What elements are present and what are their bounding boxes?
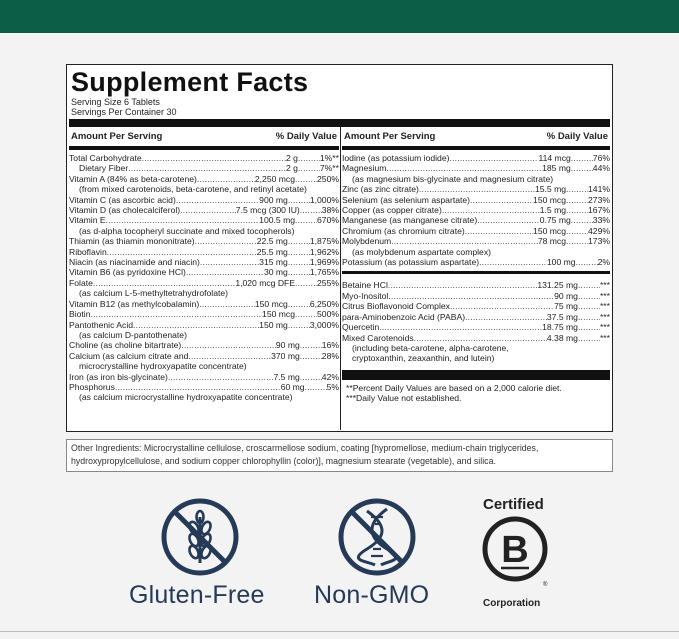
nutrient-name: Chromium (as chromium citrate) <box>342 225 465 236</box>
nutrient-row <box>69 320 339 330</box>
supplement-facts-title: Supplement Facts <box>71 67 309 97</box>
nutrient-row <box>69 278 339 288</box>
nutrient-name: Zinc (as zinc citrate) <box>342 184 419 195</box>
nutrient-amount: 185 mg <box>542 163 571 174</box>
dot-leader <box>133 320 259 330</box>
nutrient-row <box>69 372 339 382</box>
dot-leader <box>578 280 600 290</box>
dot-leader <box>479 257 547 267</box>
dot-leader <box>298 153 320 163</box>
nutrient-row <box>69 174 339 184</box>
nutrient-daily-value: 44% <box>592 163 610 174</box>
dot-leader <box>288 267 310 277</box>
nutrient-daily-value: 1%** <box>319 153 339 163</box>
nutrient-source-note: (as d-alpha tocopheryl succinate and mixed tocopherols) <box>79 225 295 236</box>
left-nutrient-list <box>69 150 339 403</box>
nutrient-row <box>69 382 339 392</box>
nutrient-amount: 37.5 mg <box>546 311 578 322</box>
nutrient-row <box>69 309 339 319</box>
dot-leader <box>298 163 320 173</box>
nutrient-row <box>342 257 610 267</box>
dot-leader <box>578 312 600 322</box>
dot-leader <box>295 174 317 184</box>
nutrient-source-note: microcrystalline hydroxyapatite concentrate) <box>79 361 247 372</box>
nutrient-daily-value: 173% <box>588 236 610 247</box>
nutrient-amount: 7.5 mg <box>273 371 300 382</box>
nutrient-name: Phosphorus <box>69 381 115 392</box>
dot-leader <box>181 340 276 350</box>
non-gmo-label: Non-GMO <box>314 581 430 609</box>
dot-leader <box>300 372 322 382</box>
nutrient-name: Molybdenum <box>342 236 392 247</box>
dot-leader <box>305 382 327 392</box>
nutrient-row <box>342 280 610 290</box>
nutrient-amount: 4.38 mg <box>546 332 578 343</box>
dot-leader <box>379 322 542 332</box>
dot-leader <box>566 236 588 246</box>
dot-leader <box>288 320 310 330</box>
nutrient-row <box>69 351 339 361</box>
nutrient-name: Myo-Inositol <box>342 290 389 301</box>
nutrient-daily-value: *** <box>599 332 610 343</box>
dot-leader <box>470 195 533 205</box>
nutrient-daily-value: 1,875% <box>309 236 339 247</box>
nutrient-daily-value: 273% <box>588 194 610 205</box>
nutrient-row <box>69 267 339 277</box>
nutrient-daily-value: 429% <box>588 225 610 236</box>
nutrient-row <box>342 226 610 236</box>
nutrient-row <box>342 215 610 225</box>
nutrient-daily-value: 42% <box>321 371 339 382</box>
nutrient-row <box>342 205 610 215</box>
nutrient-amount: 22.5 mg <box>256 236 288 247</box>
nutrient-name: Iodine (as potassium iodide) <box>342 153 450 163</box>
right-nutrient-list <box>342 150 610 267</box>
nutrient-daily-value: 250% <box>317 173 339 184</box>
footnote-rule <box>342 370 610 380</box>
nutrient-amount: 0.75 mg <box>539 215 571 226</box>
nutrient-amount: 150 mcg <box>254 298 288 309</box>
nutrient-amount: 150 mcg <box>533 194 567 205</box>
nutrient-amount: 114 mcg <box>538 153 571 163</box>
nutrient-row <box>342 163 610 173</box>
non-gmo-icon <box>337 497 417 577</box>
bcorp-registered-mark: ® <box>543 582 548 588</box>
nutrient-name: Vitamin B12 (as methylcobalamin) <box>69 298 200 309</box>
nutrient-name: Vitamin E <box>69 215 106 226</box>
dot-leader <box>168 372 274 382</box>
nutrient-name: para-Aminobenzoic Acid (PABA) <box>342 311 466 322</box>
gluten-free-icon <box>160 497 240 577</box>
dot-leader <box>576 257 598 267</box>
dot-leader <box>295 215 317 225</box>
nutrient-daily-value: 1,765% <box>309 267 339 278</box>
dot-leader <box>442 205 540 215</box>
nutrient-row <box>69 195 339 205</box>
nutrient-name: Betaine HCl <box>342 280 388 291</box>
dot-leader <box>566 226 588 236</box>
daily-value-header: % Daily Value <box>546 131 608 142</box>
left-column <box>69 128 339 403</box>
nutrient-name: Potassium (as potassium aspartate) <box>342 257 480 268</box>
dot-leader <box>288 195 310 205</box>
nutrient-amount: 900 mg <box>259 194 288 205</box>
nutrient-daily-value: *** <box>599 290 610 301</box>
nutrient-row <box>69 215 339 225</box>
dot-leader <box>571 215 593 225</box>
nutrient-daily-value: 7%** <box>319 163 339 174</box>
nutrient-name: Biotin <box>69 309 91 320</box>
dot-leader <box>288 299 310 309</box>
nutrient-name: Magnesium <box>342 163 387 174</box>
nutrient-daily-value: 28% <box>321 350 339 361</box>
nutrient-daily-value: *** <box>599 322 610 333</box>
nutrient-name: Mixed Carotenoids <box>342 332 414 343</box>
dot-leader <box>91 309 263 319</box>
nutrient-daily-value: 500% <box>317 309 339 320</box>
bcorp-certified-text: Certified <box>483 496 544 513</box>
daily-value-header: % Daily Value <box>275 131 337 142</box>
nutrient-name: Selenium (as selenium aspartate) <box>342 194 471 205</box>
nutrient-amount: 150 mg <box>259 319 288 330</box>
nutrient-daily-value: 6,250% <box>309 298 339 309</box>
nutrient-source-note: (as molybdenum aspartate complex) <box>352 246 491 257</box>
dot-leader <box>477 215 540 225</box>
nutrient-daily-value: 16% <box>321 340 339 351</box>
nutrient-row <box>342 312 610 322</box>
nutrient-name: Copper (as copper citrate) <box>342 205 442 216</box>
nutrient-daily-value: 38% <box>321 205 339 216</box>
dot-leader <box>571 153 593 163</box>
nutrient-name: Total Carbohydrate <box>69 153 142 163</box>
nutrient-name: Vitamin B6 (as pyridoxine HCl) <box>69 267 186 278</box>
nutrient-source-note: cryptoxanthin, zeaxanthin, and lutein) <box>352 353 495 364</box>
nutrient-source-note: (as calcium D-pantothenate) <box>79 329 187 340</box>
dot-leader <box>93 278 235 288</box>
nutrient-daily-value: *** <box>599 280 610 291</box>
nutrient-daily-value: 1,962% <box>309 246 339 257</box>
nutrient-amount: 2,250 mcg <box>254 173 296 184</box>
nutrient-row <box>69 236 339 246</box>
nutrient-name: Citrus Bioflavonoid Complex <box>342 301 450 312</box>
nutrient-amount: 25.5 mg <box>256 246 288 257</box>
nutrient-row <box>69 247 339 257</box>
nutrient-row <box>342 184 610 194</box>
dot-leader <box>566 205 588 215</box>
dot-leader <box>180 205 236 215</box>
nutrient-name: Calcium (as calcium citrate and <box>69 350 189 361</box>
nutrient-source-note: (as calcium L-5-methyltetrahydrofolate) <box>79 288 229 299</box>
right-column-header <box>342 128 610 150</box>
dot-leader <box>566 184 588 194</box>
nutrient-row <box>69 153 339 163</box>
nutrient-daily-value: 670% <box>317 215 339 226</box>
nutrient-name: Pantothenic Acid <box>69 319 134 330</box>
dot-leader <box>450 301 554 311</box>
nutrient-name: Riboflavin <box>69 246 107 257</box>
nutrient-source-note: (including beta-carotene, alpha-carotene, <box>352 342 509 353</box>
dot-leader <box>578 301 600 311</box>
nutrient-daily-value: 255% <box>317 277 339 288</box>
nutrient-row <box>342 195 610 205</box>
nutrient-daily-value: 167% <box>588 205 610 216</box>
nutrient-name: Choline (as choline bitartrate) <box>69 340 182 351</box>
nutrient-amount: 100 mg <box>546 257 576 268</box>
dot-leader <box>465 226 533 236</box>
nutrient-amount: 131.25 mg <box>537 280 578 291</box>
nutrient-daily-value: 3,000% <box>309 319 339 330</box>
dot-leader <box>115 382 281 392</box>
nutrient-amount: 2 g <box>285 163 298 174</box>
bcorp-corporation-text: Corporation <box>483 598 541 609</box>
nutrient-source-note: (as calcium microcrystalline hydroxyapatite concentrate) <box>79 392 293 403</box>
nutrient-row <box>342 236 610 246</box>
section-rule <box>342 271 610 274</box>
dot-leader <box>300 351 322 361</box>
footnote-not-established: ***Daily Value not established. <box>346 393 462 404</box>
dot-leader <box>197 174 255 184</box>
nutrient-amount: 90 mg <box>554 290 578 301</box>
dot-leader <box>388 291 554 301</box>
bcorp-logo-icon <box>481 515 549 583</box>
nutrient-row <box>69 163 339 173</box>
nutrient-amount: 75 mg <box>554 301 578 312</box>
nutrient-row <box>69 299 339 309</box>
gluten-free-label: Gluten-Free <box>129 581 265 609</box>
nutrient-daily-value: 5% <box>326 381 339 392</box>
nutrient-source-note: (from mixed carotenoids, beta-carotene, and retinyl acetate) <box>79 184 307 195</box>
supplement-facts-panel <box>66 64 613 432</box>
nutrient-daily-value: 2% <box>597 257 610 268</box>
dot-leader <box>388 280 537 290</box>
nutrient-name: Folate <box>69 277 93 288</box>
nutrient-amount: 1,020 mcg DFE <box>235 277 296 288</box>
nutrient-source-note: (as magnesium bis-glycinate and magnesium citrate) <box>352 173 554 184</box>
dot-leader <box>295 278 317 288</box>
nutrient-amount: 370 mg <box>271 350 300 361</box>
amount-per-serving-header: Amount Per Serving <box>344 131 436 142</box>
footnote-dv: **Percent Daily Values are based on a 2,000 calorie diet. <box>346 382 562 393</box>
dot-leader <box>465 312 547 322</box>
nutrient-amount: 90 mg <box>275 340 300 351</box>
right-column <box>342 128 610 404</box>
nutrient-amount: 78 mcg <box>537 236 567 247</box>
nutrient-row <box>342 301 610 311</box>
header-rule <box>69 119 610 127</box>
left-column-header <box>69 128 339 150</box>
dot-leader <box>295 309 317 319</box>
dot-leader <box>186 267 264 277</box>
dot-leader <box>300 340 322 350</box>
nutrient-row <box>342 333 610 343</box>
nutrient-daily-value: 76% <box>592 153 610 163</box>
dot-leader <box>142 153 286 163</box>
dot-leader <box>578 322 600 332</box>
dot-leader <box>200 257 259 267</box>
nutrient-daily-value: *** <box>599 311 610 322</box>
nutrient-name: Dietary Fiber <box>79 163 129 174</box>
bottom-divider <box>0 631 679 632</box>
nutrient-name: Thiamin (as thiamin mononitrate) <box>69 236 195 247</box>
dot-leader <box>195 236 257 246</box>
nutrient-amount: 150 mcg <box>262 309 296 320</box>
nutrient-amount: 18.75 mg <box>542 322 578 333</box>
dot-leader <box>578 291 600 301</box>
dot-leader <box>288 236 310 246</box>
dot-leader <box>176 195 259 205</box>
nutrient-amount: 15.5 mg <box>534 184 567 195</box>
column-divider <box>340 127 341 430</box>
dot-leader <box>391 236 538 246</box>
dot-leader <box>288 257 310 267</box>
dot-leader <box>300 205 322 215</box>
nutrient-row <box>342 291 610 301</box>
dot-leader <box>571 163 593 173</box>
nutrient-name: Vitamin C (as ascorbic acid) <box>69 194 176 205</box>
dot-leader <box>414 333 547 343</box>
other-ingredients: Other Ingredients: Microcrystalline cellulose, croscarmellose sodium, coating [hypromellose, medium-chain triglycerides, hydroxypropylcellulose, and sodium copper chlorophyllin (color)], magnesium stearate (vegetable), and silica. <box>66 439 613 472</box>
nutrient-amount: 100.5 mg <box>259 215 296 226</box>
dot-leader <box>107 247 257 257</box>
dot-leader <box>106 215 260 225</box>
dot-leader <box>288 247 310 257</box>
nutrient-name: Vitamin D (as cholecalciferol) <box>69 205 181 216</box>
nutrient-daily-value: *** <box>599 301 610 312</box>
nutrient-row <box>69 205 339 215</box>
nutrient-daily-value: 1,000% <box>309 194 339 205</box>
nutrient-amount: 30 mg <box>263 267 288 278</box>
dot-leader <box>386 163 542 173</box>
brand-header-bar <box>0 0 679 33</box>
amount-per-serving-header: Amount Per Serving <box>71 131 163 142</box>
nutrient-row <box>342 322 610 332</box>
nutrient-amount: 2 g <box>285 153 298 163</box>
servings-per-container: Servings Per Container 30 <box>71 107 177 117</box>
nutrient-amount: 315 mg <box>259 257 288 268</box>
dot-leader <box>566 195 588 205</box>
nutrient-name: Quercetin <box>342 322 380 333</box>
nutrient-row <box>342 153 610 163</box>
dot-leader <box>419 184 535 194</box>
nutrient-name: Vitamin A (84% as beta-carotene) <box>69 173 197 184</box>
dot-leader <box>199 299 255 309</box>
nutrient-daily-value: 1,969% <box>309 257 339 268</box>
nutrient-daily-value: 141% <box>588 184 610 195</box>
nutrient-row <box>69 257 339 267</box>
nutrient-row <box>69 340 339 350</box>
nutrient-amount: 7.5 mcg (300 IU) <box>235 205 300 216</box>
nutrient-amount: 150 mcg <box>533 225 567 236</box>
nutrient-daily-value: 33% <box>592 215 610 226</box>
dot-leader <box>449 153 538 163</box>
serving-size: Serving Size 6 Tablets <box>71 97 160 107</box>
dot-leader <box>188 351 271 361</box>
bcorp-letter: B <box>501 529 529 571</box>
nutrient-name: Niacin (as niacinamide and niacin) <box>69 257 200 268</box>
other-ingredients-list <box>342 280 610 363</box>
dot-leader <box>128 163 286 173</box>
nutrient-amount: 60 mg <box>280 381 305 392</box>
dot-leader <box>578 333 600 343</box>
nutrient-name: Manganese (as manganese citrate) <box>342 215 478 226</box>
nutrient-amount: 1.5 mg <box>539 205 567 216</box>
nutrient-name: Iron (as iron bis-glycinate) <box>69 371 168 382</box>
